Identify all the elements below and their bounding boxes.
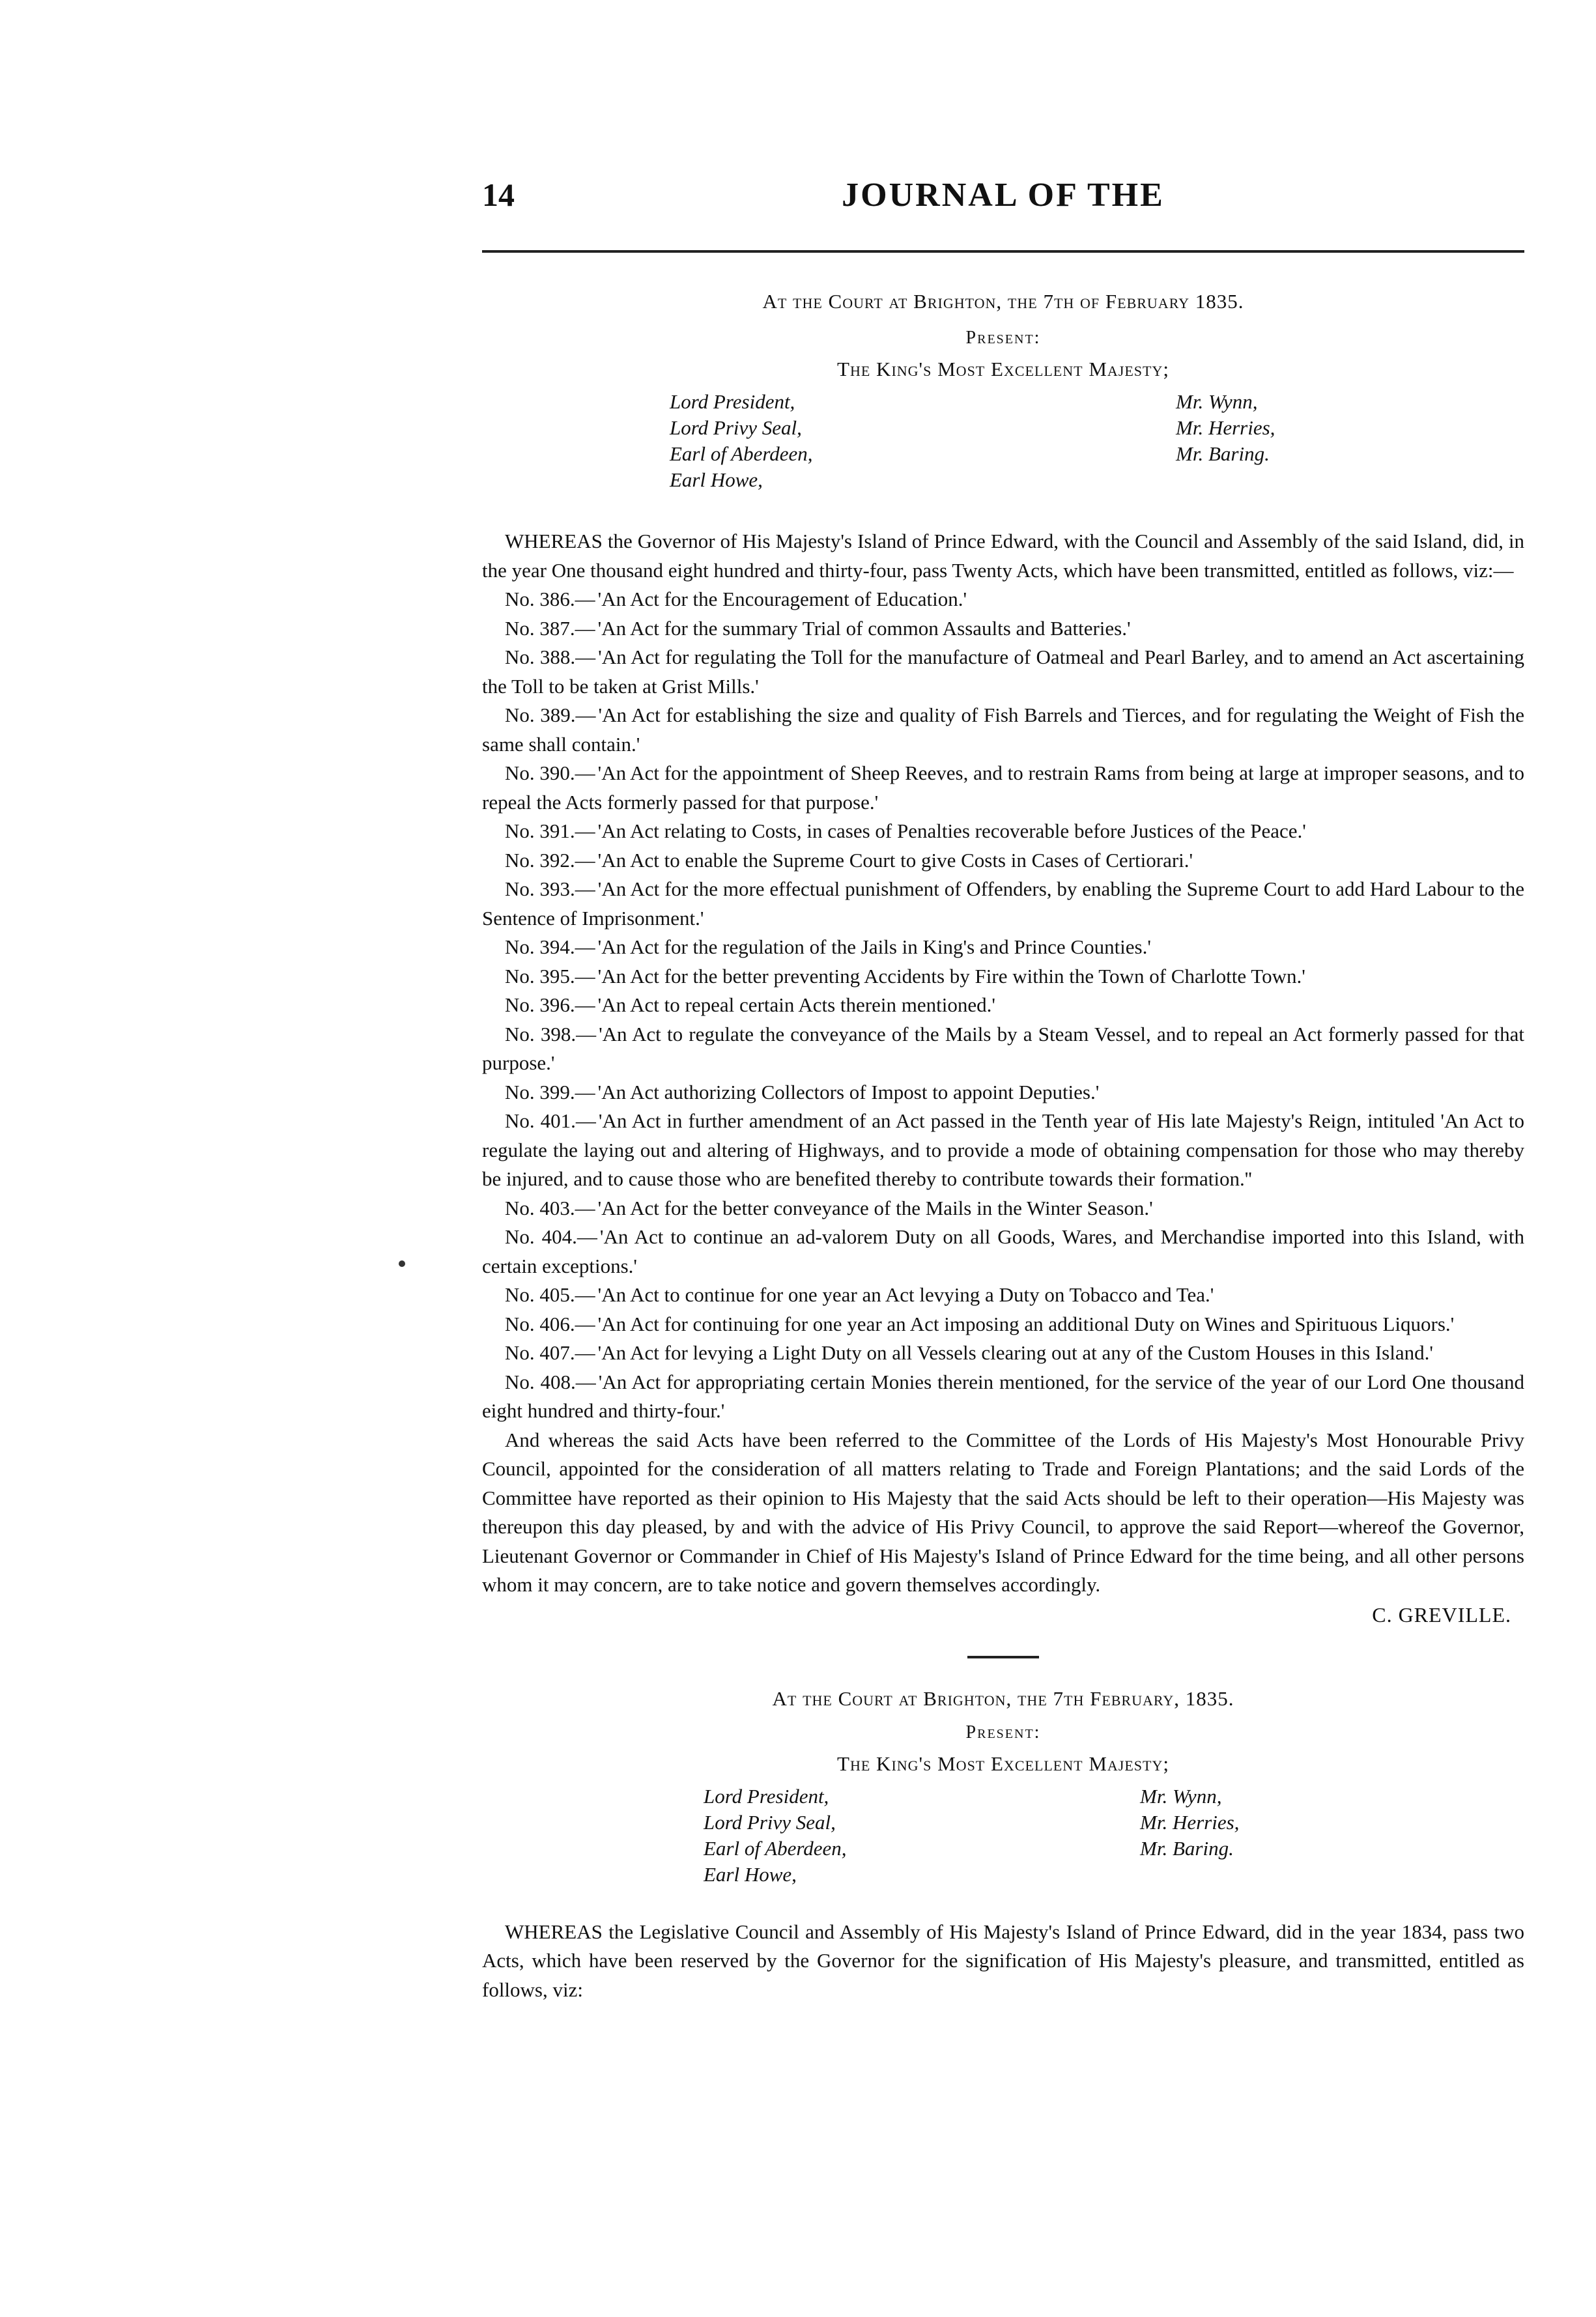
act-title: 'An Act for appropriating certain Monies therein mentioned, for the service of the year of our Lord One thousand eight hundred and thirty-four.': [482, 1370, 1524, 1422]
court-line: At the Court at Brighton, the 7th of February 1835.: [762, 290, 1244, 313]
act-number: No. 396.—: [505, 993, 595, 1016]
act-number: No. 394.—: [505, 935, 595, 958]
page-header: [482, 176, 1524, 228]
running-head: JOURNAL OF THE: [842, 177, 1165, 214]
act-title: 'An Act for continuing for one year an Act imposing an additional Duty on Wines and Spirituous Liquors.': [597, 1312, 1455, 1335]
act-number: No. 406.—: [505, 1312, 595, 1335]
margin-dot-mark: [399, 1260, 405, 1267]
closing-paragraph: And whereas the said Acts have been referred to the Committee of the Lords of His Majesty's Most Honourable Privy Council, appointed for the consideration of all matters relating to Trade and Foreign Plantations; and the said Lords of the Committee have reported as their opinion to His Majesty that the said Acts should be left to their operation—His Majesty was thereupon this day pleased, by and with the advice of His Privy Council, to approve the said Report—whereof the Governor, Lieutenant Governor or Commander in Chief of His Majesty's Island of Prince Edward for the time being, and all other persons whom it may concern, are to take notice and govern themselves accordingly.: [482, 1428, 1524, 1596]
majesty-line: The King's Most Excellent Majesty;: [837, 1752, 1169, 1775]
act-title: 'An Act to continue an ad-valorem Duty on all Goods, Wares, and Merchandise imported into this Island, with certain exceptions.': [482, 1225, 1525, 1277]
attendee: Earl of Aberdeen,: [704, 1836, 847, 1860]
attendees-right: [1176, 389, 1275, 467]
attendees: [482, 1784, 1524, 1914]
act-title: 'An Act to repeal certain Acts therein mentioned.': [597, 993, 995, 1016]
act-title: 'An Act relating to Costs, in cases of Penalties recoverable before Justices of the Peace.': [597, 819, 1306, 842]
act-number: No. 389.—: [505, 704, 596, 726]
act-entry: [482, 1310, 1524, 1339]
act-entry: [482, 875, 1524, 933]
act-entry: [482, 614, 1524, 644]
act-number: No. 404.—: [505, 1225, 597, 1248]
attendee: Lord Privy Seal,: [670, 416, 802, 439]
act-number: No. 407.—: [505, 1341, 595, 1364]
attendees-right: [1140, 1784, 1239, 1862]
act-number: No. 401.—: [505, 1109, 596, 1132]
attendee: Lord President,: [670, 390, 795, 413]
attendee: Mr. Herries,: [1176, 416, 1275, 439]
act-title: 'An Act for the more effectual punishment of Offenders, by enabling the Supreme Court to add Hard Labour to the Sentence of Imprisonment.': [482, 877, 1525, 930]
attendee: Earl of Aberdeen,: [670, 442, 813, 465]
act-entry: [482, 991, 1524, 1020]
act-number: No. 387.—: [505, 616, 595, 640]
attendee: Earl Howe,: [670, 468, 763, 491]
act-entry: [482, 846, 1524, 875]
act-entry: [482, 962, 1524, 991]
attendee: Mr. Baring.: [1140, 1836, 1234, 1860]
act-title: 'An Act for levying a Light Duty on all Vessels clearing out at any of the Custom Houses in this Island.': [597, 1341, 1433, 1364]
act-entry: [482, 817, 1524, 846]
act-number: No. 398.—: [505, 1022, 597, 1045]
order-in-council-2: [482, 1687, 1524, 2005]
present-label: Present:: [965, 328, 1041, 348]
act-title: 'An Act for the regulation of the Jails in King's and Prince Counties.': [597, 935, 1151, 958]
header-rule: [482, 250, 1524, 253]
act-title: 'An Act for regulating the Toll for the manufacture of Oatmeal and Pearl Barley, and to amend an Act ascertaining the Toll to be taken at Grist Mills.': [482, 646, 1525, 698]
act-number: No. 403.—: [505, 1196, 595, 1219]
act-title: 'An Act for establishing the size and quality of Fish Barrels and Tierces, and for regulating the Weight of Fish the same shall contain.': [482, 704, 1524, 756]
act-entry: [482, 643, 1524, 701]
signature: C. GREVILLE.: [1372, 1602, 1511, 1627]
attendees: [482, 389, 1524, 526]
act-entry: [482, 1339, 1524, 1368]
attendee: Mr. Baring.: [1176, 442, 1270, 465]
act-entry: [482, 1078, 1524, 1107]
attendee: Lord Privy Seal,: [704, 1810, 836, 1834]
court-line: At the Court at Brighton, the 7th February, 1835.: [772, 1686, 1234, 1710]
act-entry: [482, 933, 1524, 962]
act-entry: [482, 1368, 1524, 1426]
act-title: 'An Act for the better preventing Accidents by Fire within the Town of Charlotte Town.': [597, 964, 1305, 988]
act-number: No. 391.—: [505, 819, 595, 842]
attendee: Lord President,: [704, 1784, 829, 1808]
act-entry: [482, 1281, 1524, 1310]
majesty-line: The King's Most Excellent Majesty;: [837, 358, 1169, 380]
attendee: Mr. Wynn,: [1176, 390, 1258, 413]
act-number: No. 390.—: [505, 761, 595, 784]
order-in-council-1: [482, 290, 1524, 1630]
act-entry: [482, 1020, 1524, 1078]
act-title: 'An Act for the better conveyance of the Mails in the Winter Season.': [597, 1196, 1153, 1219]
act-title: 'An Act for the appointment of Sheep Reeves, and to restrain Rams from being at large at improper seasons, and to repeal the Acts formerly passed for that purpose.': [482, 761, 1524, 814]
act-number: No. 392.—: [505, 848, 595, 872]
page-body: [482, 290, 1524, 2004]
act-number: No. 393.—: [505, 877, 595, 900]
act-title: 'An Act in further amendment of an Act passed in the Tenth year of His late Majesty's Reign, intituled 'An Act to regulate the laying out and altering of Highways, and to provide a mode of obtaining compensation for those who may thereby be injured, and to cause those who are benefited thereby to contribute towards their formation.'': [482, 1109, 1524, 1190]
act-entry: [482, 585, 1524, 614]
preamble-paragraph: WHEREAS the Governor of His Majesty's Island of Prince Edward, with the Council and Assembly of the said Island, did, in the year One thousand eight hundred and thirty-four, pass Twenty Acts, which have been transmitted, entitled as follows, viz:—: [482, 530, 1524, 582]
attendee: Earl Howe,: [704, 1862, 797, 1886]
act-number: No. 388.—: [505, 646, 596, 668]
act-entry: [482, 1194, 1524, 1223]
act-title: 'An Act to continue for one year an Act levying a Duty on Tobacco and Tea.': [597, 1283, 1214, 1306]
act-number: No. 408.—: [505, 1370, 596, 1393]
act-entry: [482, 759, 1524, 817]
act-entry: [482, 701, 1524, 759]
acts-list: [482, 585, 1524, 1426]
attendee: Mr. Herries,: [1140, 1810, 1240, 1834]
act-title: 'An Act to enable the Supreme Court to give Costs in Cases of Certiorari.': [597, 848, 1193, 872]
act-title: 'An Act to regulate the conveyance of the Mails by a Steam Vessel, and to repeal an Act formerly passed for that purpose.': [482, 1022, 1525, 1074]
act-number: No. 399.—: [505, 1080, 595, 1103]
section-divider: [967, 1656, 1039, 1658]
present-label: Present:: [965, 1722, 1041, 1742]
attendee: Mr. Wynn,: [1140, 1784, 1222, 1808]
act-title: 'An Act for the summary Trial of common Assaults and Batteries.': [597, 616, 1131, 640]
act-entry: [482, 1107, 1524, 1194]
act-title: 'An Act authorizing Collectors of Impost to appoint Deputies.': [597, 1080, 1100, 1103]
act-entry: [482, 1223, 1524, 1281]
act-number: No. 405.—: [505, 1283, 595, 1306]
preamble-paragraph: WHEREAS the Legislative Council and Assembly of His Majesty's Island of Prince Edward, did in the year 1834, pass two Acts, which have been reserved by the Governor for the signification of His Majesty's pleasure, and transmitted, entitled as follows, viz:: [482, 1920, 1524, 2001]
act-number: No. 395.—: [505, 964, 595, 988]
attendees-left: [704, 1784, 847, 1888]
attendees-left: [670, 389, 813, 493]
act-title: 'An Act for the Encouragement of Education.': [597, 588, 967, 610]
page-number: 14: [482, 177, 515, 213]
act-number: No. 386.—: [505, 588, 595, 610]
